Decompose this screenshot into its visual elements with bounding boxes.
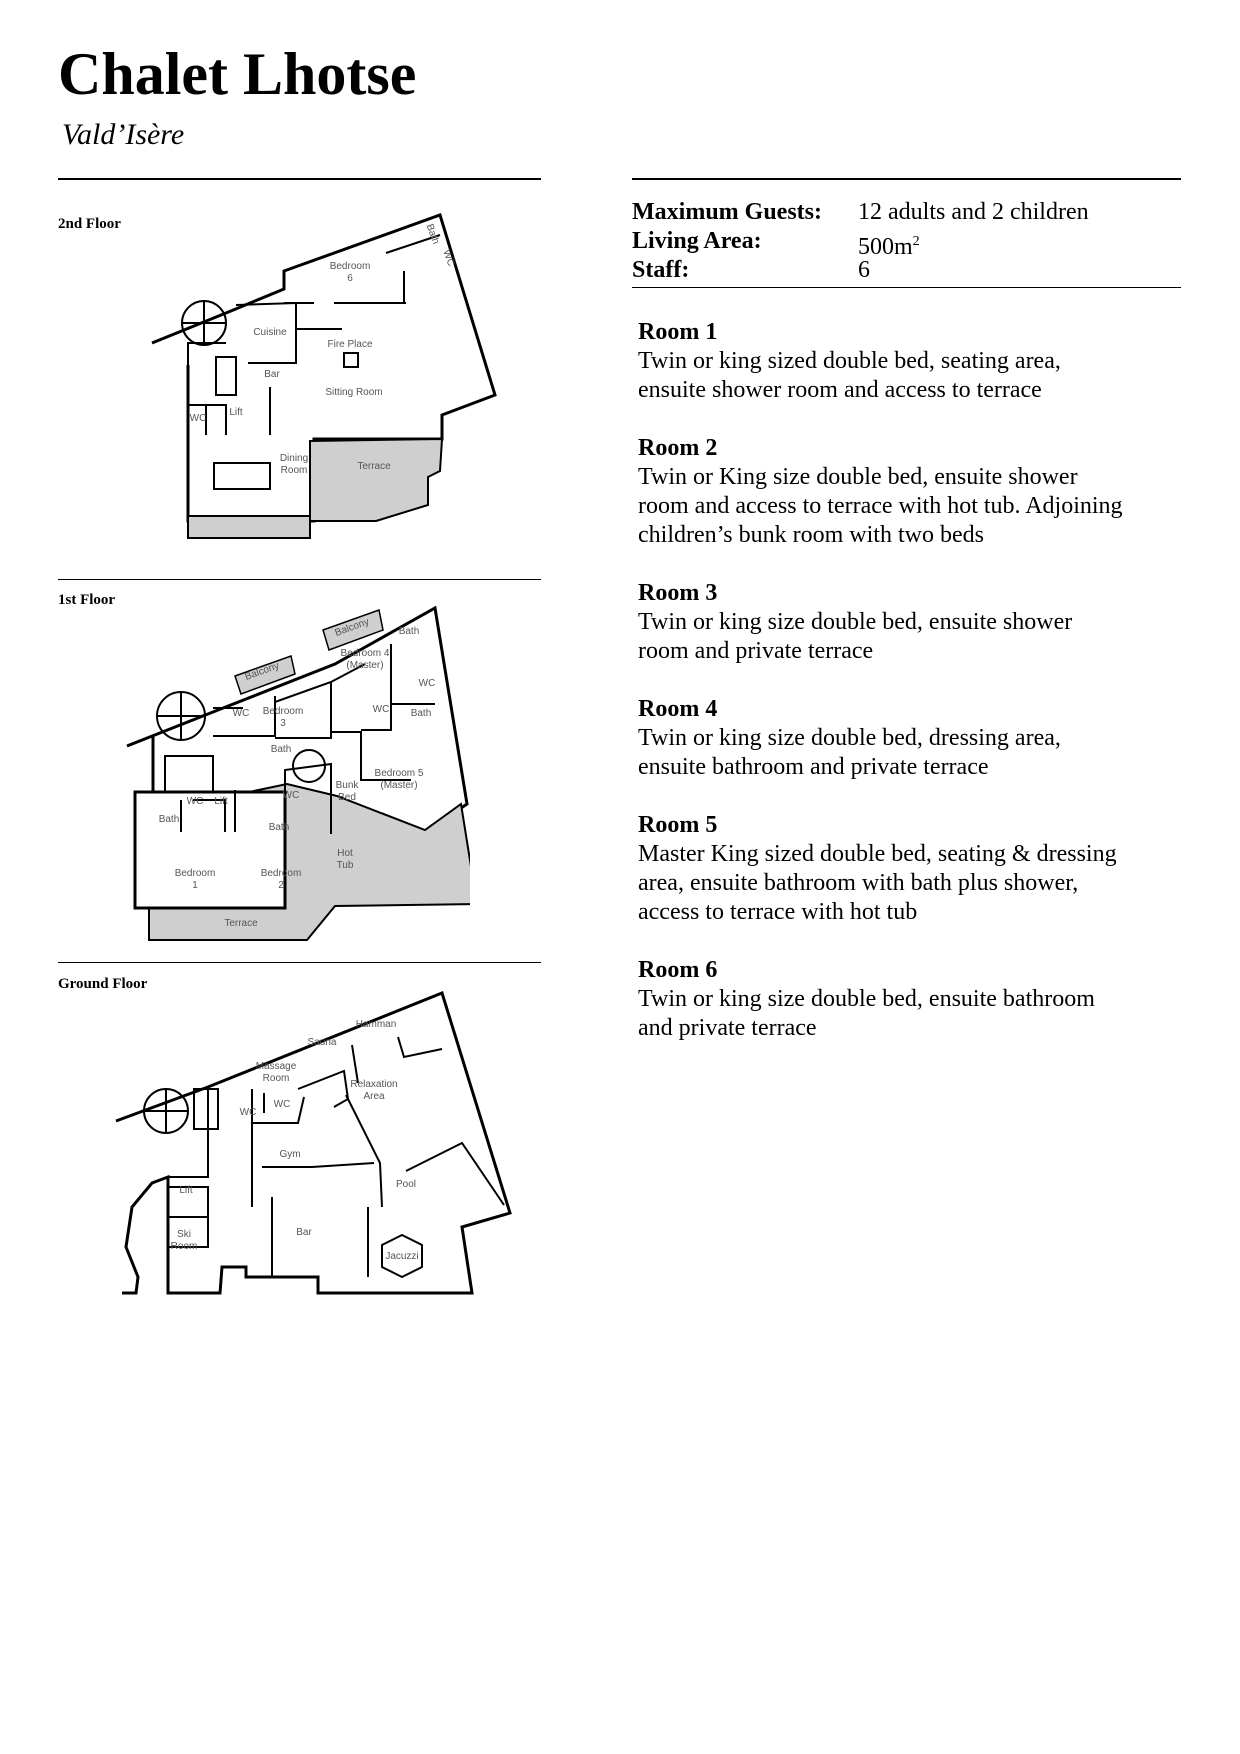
room-label-hammam: Hamman — [355, 1019, 397, 1030]
room-label-hot-tub-2: Tub — [336, 860, 354, 871]
room-desc-line: ensuite bathroom and private terrace — [638, 754, 989, 780]
room-desc-line: Twin or king sized double bed, seating area, — [638, 348, 1061, 374]
fact-value: 500m — [858, 234, 913, 260]
room-list — [638, 318, 1178, 1072]
fact-value: 12 adults and 2 children — [858, 199, 1089, 225]
room-label-bedroom6-num: 6 — [347, 273, 353, 284]
room-label-cuisine: Cuisine — [253, 327, 287, 338]
floor-divider-2 — [58, 962, 541, 963]
room-desc-line: ensuite shower room and access to terrace — [638, 377, 1042, 403]
room-desc-line: and private terrace — [638, 1015, 817, 1041]
room-desc-line: Twin or king size double bed, ensuite bathroom — [638, 986, 1095, 1012]
room-label-bath-center: Bath — [268, 822, 290, 833]
room-label-ski: Ski — [177, 1229, 191, 1240]
facts-underline — [632, 287, 1181, 288]
room-label-balcony-1: Balcony — [243, 660, 281, 683]
fact-staff — [632, 256, 1089, 285]
room-label-gym: Gym — [279, 1149, 301, 1160]
room-label-bedroom-5-master: (Master) — [380, 780, 418, 791]
room-label-terrace: Terrace — [224, 918, 258, 929]
room-label-wc-2: WC — [273, 1099, 291, 1110]
right-divider — [632, 178, 1181, 180]
room-label-wc-1: WC — [239, 1107, 257, 1118]
floor-plan-ground — [112, 987, 512, 1317]
room-label-lift: Lift — [179, 1185, 193, 1196]
room-label-fireplace: Fire Place — [327, 339, 373, 350]
floor-label-1st: 1st Floor — [58, 592, 116, 608]
floor-label-2nd: 2nd Floor — [58, 216, 121, 232]
room-label-wc: WC — [189, 413, 207, 424]
room-label-bath-lower-left: Bath — [158, 814, 180, 825]
room-label-bedroom-4-master: (Master) — [346, 660, 384, 671]
room-label-balcony-2: Balcony — [333, 616, 371, 639]
room-label-massage: Massage — [255, 1061, 297, 1072]
room-desc-line: room and access to terrace with hot tub. Adjoining — [638, 493, 1123, 519]
room-entry-1 — [638, 318, 1178, 405]
room-label-sitting: Sitting Room — [325, 387, 383, 398]
room-desc-line: room and private terrace — [638, 638, 874, 664]
room-label-wc-lift: WC — [186, 796, 204, 807]
room-label-hot-tub: Hot — [337, 848, 353, 859]
room-label-bedroom6: Bedroom — [329, 261, 371, 272]
room-title: Room 6 — [638, 957, 718, 983]
room-label-lift: Lift — [214, 796, 228, 807]
floor-plan-1st — [125, 604, 470, 944]
room-desc-line: access to terrace with hot tub — [638, 899, 918, 925]
room-desc-line: Twin or King size double bed, ensuite shower — [638, 464, 1078, 490]
room-label-bedroom-3: Bedroom — [262, 706, 304, 717]
floor-plan-2nd — [150, 205, 500, 545]
room-label-bedroom-2: Bedroom — [260, 868, 302, 879]
chalet-facts — [632, 198, 1089, 285]
fact-label: Living Area: — [632, 228, 762, 254]
room-entry-5 — [638, 811, 1178, 927]
room-entry-3 — [638, 579, 1178, 666]
left-divider — [58, 178, 541, 180]
room-label-relaxation-area: Area — [363, 1091, 385, 1102]
fact-value-wrap — [858, 227, 920, 260]
room-label-bedroom-3-num: 3 — [280, 718, 286, 729]
floor-divider-1 — [58, 579, 541, 580]
room-desc-line: Twin or king size double bed, dressing area, — [638, 725, 1061, 751]
room-entry-2 — [638, 434, 1178, 550]
room-label-dining: Dining — [279, 453, 309, 464]
room-label-wc-left: WC — [232, 708, 250, 719]
room-label-bath-top: Bath — [398, 626, 420, 637]
fact-value: 6 — [858, 257, 870, 283]
room-label-bath-left: Bath — [270, 744, 292, 755]
room-label-jacuzzi: Jacuzzi — [385, 1251, 419, 1262]
room-label-bedroom-1: Bedroom — [174, 868, 216, 879]
room-entry-4 — [638, 695, 1178, 782]
room-label-wc-small: WC — [282, 790, 300, 801]
room-label-ski-room: Room — [170, 1241, 198, 1252]
page-title: Chalet Lhotse — [58, 41, 417, 107]
room-label-terrace: Terrace — [357, 461, 391, 472]
room-label-bunk: Bunk — [335, 780, 359, 791]
room-desc-line: Master King sized double bed, seating & dressing — [638, 841, 1117, 867]
room-label-wc-right: WC — [418, 678, 436, 689]
room-label-dining-room: Room — [280, 465, 308, 476]
fact-value-sup: 2 — [912, 234, 920, 249]
fact-label: Maximum Guests: — [632, 199, 822, 225]
room-label-wc-top: WC — [440, 248, 457, 268]
room-label-lift: Lift — [229, 407, 243, 418]
room-label-bath-right: Bath — [410, 708, 432, 719]
room-desc-line: Twin or king size double bed, ensuite shower — [638, 609, 1073, 635]
room-label-bar: Bar — [264, 369, 280, 380]
page-subtitle: Vald’Isère — [62, 118, 185, 151]
room-title: Room 5 — [638, 812, 718, 838]
fact-living-area — [632, 227, 1089, 260]
fact-label: Staff: — [632, 257, 690, 283]
room-title: Room 1 — [638, 319, 718, 345]
room-title: Room 3 — [638, 580, 718, 606]
room-label-bedroom-5: Bedroom 5 — [374, 768, 424, 779]
room-label-bedroom-2-num: 2 — [278, 880, 284, 891]
room-label-bunk-bed: Bed — [338, 792, 356, 803]
room-label-pool: Pool — [395, 1179, 417, 1190]
floor-label-ground: Ground Floor — [58, 976, 148, 992]
room-desc-line: children’s bunk room with two beds — [638, 522, 984, 548]
room-label-massage-room: Room — [262, 1073, 290, 1084]
room-label-relaxation: Relaxation — [350, 1079, 398, 1090]
room-label-bedroom-1-num: 1 — [192, 880, 198, 891]
room-label-wc-center: WC — [372, 704, 390, 715]
room-label-bath: Bath — [423, 222, 442, 246]
room-entry-6 — [638, 956, 1178, 1043]
room-label-bedroom-4: Bedroom 4 — [340, 648, 390, 659]
room-desc-line: area, ensuite bathroom with bath plus shower, — [638, 870, 1079, 896]
room-label-bar: Bar — [296, 1227, 312, 1238]
room-title: Room 4 — [638, 696, 718, 722]
room-title: Room 2 — [638, 435, 718, 461]
room-label-sauna: Sauna — [307, 1037, 337, 1048]
fact-max-guests — [632, 198, 1089, 227]
